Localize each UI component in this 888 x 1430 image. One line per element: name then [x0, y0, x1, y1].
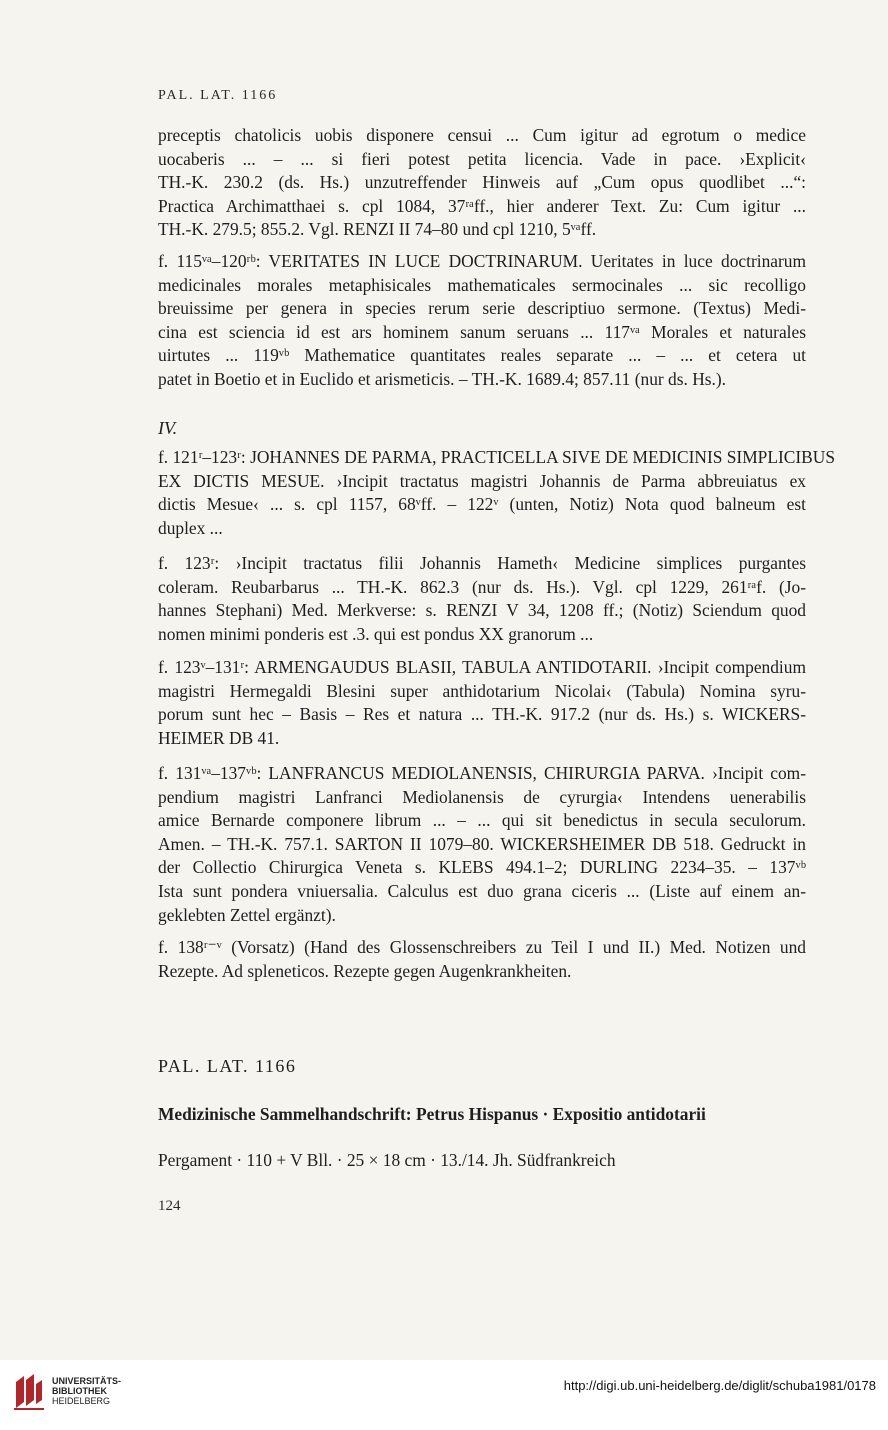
library-name-line: HEIDELBERG: [52, 1396, 111, 1406]
library-name-line: BIBLIOTHEK: [52, 1386, 107, 1396]
manuscript-signature: PAL. LAT. 1166: [158, 1056, 297, 1076]
paragraph-2: [158, 250, 806, 392]
text-line: Rezepte. Ad spleneticos. Rezepte gegen Augenkrankheiten.: [158, 960, 572, 981]
text-line: pendium magistri Lanfranci Mediolanensis de cyrurgia‹ Intendens uenerabilis: [158, 786, 806, 807]
text-line: duplex ...: [158, 517, 223, 538]
text-line: EX DICTIS MESUE. ›Incipit tractatus magistri Johannis de Parma abbreuiatus ex: [158, 470, 806, 491]
text-line: geklebten Zettel ergänzt).: [158, 904, 336, 925]
text-line: dictis Mesue‹ ... s. cpl 1157, 68ᵛff. – 122ᵛ (unten, Notiz) Nota quod balneum est: [158, 494, 806, 515]
text-line: magistri Hermegaldi Blesini super anthidotarium Nicolai‹ (Tabula) Nomina syru-: [158, 680, 806, 701]
text-line: f. 123ʳ: ›Incipit tractatus filii Johannis Hameth‹ Medicine simplices purgantes: [158, 553, 806, 573]
text-line: hannes Stephani) Med. Merkverse: s. RENZI V 34, 1208 ff.; (Notiz) Sciendum quod: [158, 600, 806, 621]
text-line: preceptis chatolicis uobis disponere censui ... Cum igitur ad egrotum o medice: [158, 125, 806, 145]
text-line: uirtutes ... 119ᵛᵇ Mathematice quantitates reales separate ... – ... et cetera ut: [158, 345, 806, 366]
text-line: f. 123ᵛ–131ʳ: ARMENGAUDUS BLASII, TABULA ANTIDOTARII. ›Incipit compendium: [158, 657, 806, 677]
text-line: amice Bernarde componere librum ... – ... qui sit benedictus in secula seculorum.: [158, 810, 806, 831]
text-line: TH.-K. 230.2 (ds. Hs.) unzutreffender Hinweis auf „Cum opus quodlibet ...“:: [158, 172, 806, 193]
text-line: f. 138ʳ⁻ᵛ (Vorsatz) (Hand des Glossenschreibers zu Teil I und II.) Med. Notizen und: [158, 937, 806, 957]
library-name: [52, 1376, 121, 1406]
text-line: f. 131ᵛᵃ–137ᵛᵇ: LANFRANCUS MEDIOLANENSIS, CHIRURGIA PARVA. ›Incipit com-: [158, 763, 806, 783]
text-line: Practica Archimatthaei s. cpl 1084, 37ʳᵃff., hier anderer Text. Zu: Cum igitur ...: [158, 195, 806, 216]
library-name-line: UNIVERSITÄTS-: [52, 1376, 122, 1386]
paragraph-4: [158, 552, 806, 646]
text-line: porum sunt hec – Basis – Res et natura ... TH.-K. 917.2 (nur ds. Hs.) s. WICKERS-: [158, 704, 806, 725]
text-line: uocaberis ... – ... si fieri potest petita licencia. Vade in pace. ›Explicit‹: [158, 148, 806, 169]
section-mark: IV.: [158, 418, 178, 438]
text-line: nomen minimi ponderis est .3. qui est pondus XX granorum ...: [158, 623, 594, 644]
source-url-link[interactable]: http://digi.ub.uni-heidelberg.de/diglit/schuba1981/0178: [563, 1378, 876, 1393]
paragraph-6: [158, 762, 806, 927]
text-line: f. 121ʳ–123ʳ: JOHANNES DE PARMA, PRACTICELLA SIVE DE MEDICINIS SIMPLICIBUS: [158, 447, 835, 467]
library-logo-icon: [10, 1372, 46, 1412]
text-line: patet in Boetio et in Euclido et arismeticis. – TH.-K. 1689.4; 857.11 (nur ds. Hs.).: [158, 368, 727, 389]
text-line: HEIMER DB 41.: [158, 727, 280, 748]
text-line: Ista sunt pondera vniuersalia. Calculus est duo grana ciceris ... (Liste auf einem an-: [158, 880, 806, 901]
text-line: TH.-K. 279.5; 855.2. Vgl. RENZI II 74–80 und cpl 1210, 5ᵛᵃff.: [158, 219, 597, 240]
page-number: 124: [158, 1198, 181, 1214]
text-line: cina est sciencia id est ars hominem sanum seruans ... 117ᵛᵃ Morales et naturales: [158, 321, 806, 342]
manuscript-title: Medizinische Sammelhandschrift: Petrus Hispanus · Expositio antidotarii: [158, 1104, 706, 1124]
text-line: coleram. Reubarbarus ... TH.-K. 862.3 (nur ds. Hs.). Vgl. cpl 1229, 261ʳᵃf. (Jo-: [158, 576, 806, 597]
text-line: der Collectio Chirurgica Veneta s. KLEBS 494.1–2; DURLING 2234–35. – 137ᵛᵇ: [158, 857, 806, 878]
text-line: Amen. – TH.-K. 757.1. SARTON II 1079–80. WICKERSHEIMER DB 518. Gedruckt in: [158, 833, 806, 854]
paragraph-7: [158, 936, 806, 983]
text-line: breuissime per genera in species rerum serie descriptiuo sermone. (Textus) Medi-: [158, 298, 806, 319]
running-head: PAL. LAT. 1166: [158, 88, 278, 103]
text-line: f. 115ᵛᵃ–120ʳᵇ: VERITATES IN LUCE DOCTRINARUM. Ueritates in luce doctrinarum: [158, 251, 806, 271]
manuscript-description: Pergament · 110 + V Bll. · 25 × 18 cm · 13./14. Jh. Südfrankreich: [158, 1150, 616, 1170]
paragraph-5: [158, 656, 806, 750]
text-line: medicinales morales metaphisicales mathematicales sermocinales ... sic recolligo: [158, 274, 806, 295]
paragraph-1: [158, 124, 806, 242]
digitization-footer: [0, 1360, 888, 1430]
paragraph-3: [158, 446, 835, 540]
